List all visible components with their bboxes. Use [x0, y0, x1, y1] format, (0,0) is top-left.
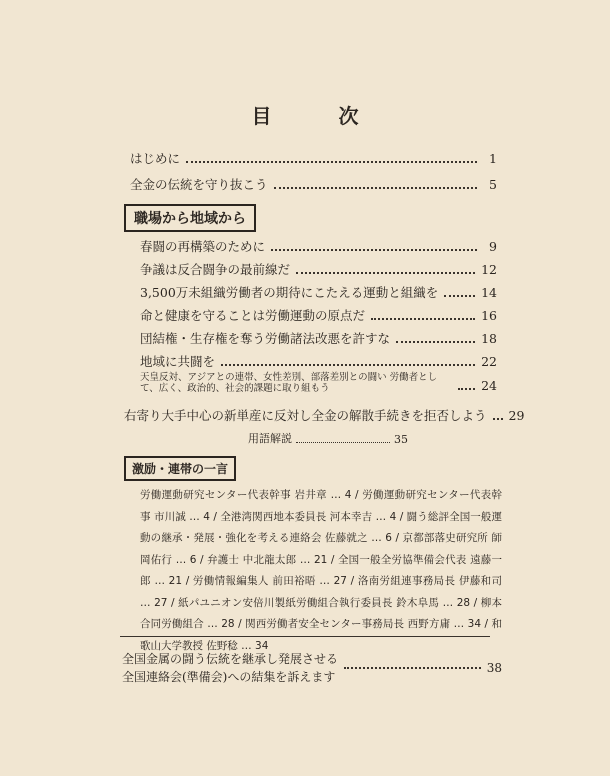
leader-dots: [296, 272, 475, 274]
toc-entry[interactable]: [140, 354, 497, 370]
toc-entry-page: 16: [481, 308, 497, 323]
toc-entry-label: 争議は反合闘争の最前線だ: [140, 262, 291, 277]
leader-dots: [221, 364, 475, 366]
toc-entry-label: 3,500万未組織労働者の期待にこたえる運動と組織を: [140, 285, 439, 300]
toc-entry-label: 団結権・生存権を奪う労働諸法改悪を許すな: [140, 331, 391, 346]
toc-entry-label: 右寄り大手中心の新単産に反対し全金の解散手続きを拒否しよう: [124, 408, 487, 423]
leader-dots: [371, 318, 475, 320]
leader-dots: [186, 161, 477, 163]
leader-dots: [493, 418, 503, 420]
toc-entry-intro[interactable]: [130, 151, 497, 167]
toc-entry-label: 春闘の再構築のために: [140, 239, 266, 254]
toc-entry[interactable]: [140, 372, 497, 394]
toc-entry-page: 14: [481, 285, 497, 300]
toc-entry-glossary[interactable]: [248, 430, 408, 446]
section-heading-support: 激励・連帯の一言: [124, 456, 236, 481]
leader-dots: [274, 187, 477, 189]
toc-entry-page: 22: [481, 354, 497, 369]
toc-entry-page: 9: [489, 239, 497, 254]
toc-entry-label: はじめに: [130, 151, 181, 166]
toc-entry-label: 天皇反対、アジアとの連帯、女性差別、部落差別との闘い 労働者として、広く、政治的、社会的課題に取り組もう: [140, 372, 438, 394]
toc-entry[interactable]: [140, 331, 497, 347]
toc-entry-label: 全金の伝統を守り抜こう: [130, 177, 268, 192]
toc-entry-page: 12: [481, 262, 497, 277]
toc-entry[interactable]: [140, 262, 497, 278]
divider: [120, 636, 490, 637]
final-entry-line2: 全国連絡会(準備会)への結集を訴えます: [122, 670, 336, 684]
toc-entry-tradition[interactable]: [130, 177, 497, 193]
page-title: 目 次: [251, 104, 389, 128]
toc-entry-label: 命と健康を守ることは労働運動の原点だ: [140, 308, 366, 323]
glossary-page: 35: [394, 433, 408, 446]
toc-entry-page: 29: [508, 408, 525, 423]
leader-dots: [396, 341, 475, 343]
toc-entry[interactable]: [140, 239, 497, 255]
glossary-label: 用語解説: [248, 432, 292, 445]
toc-entry-page: 18: [481, 331, 497, 346]
section-heading-workplace: 職場から地域から: [124, 204, 256, 232]
toc-entry-page: 5: [489, 177, 497, 192]
leader-dots: [271, 249, 477, 251]
toc-entry[interactable]: [140, 308, 497, 324]
toc-entry-final[interactable]: [122, 650, 502, 686]
leader-dots: [458, 388, 475, 390]
final-entry-line1: 全国金属の闘う伝統を継承し発展させる: [122, 652, 339, 666]
support-messages-list: 労働運動研究センター代表幹事 岩井章 … 4 / 労働運動研究センター代表幹事 市川誠 … 4 / 全港湾関西地本委員長 河本幸吉 … 4 / 闘う総評全国一般運動の継承・発展・強化を考える連絡会 佐藤就之 … 6 / 京都部落史研究所 師岡佑行 … 6 / 弁護士 中北龍太郎 … 21 / 全国一般全労協準備会代表 遠藤一郎 … 21 / 労働情報編集人 前田裕晤 … 27 / 洛南労組連事務局長 伊藤和司 … 27 / 紙パユニオン安倍川製紙労働組合執行委員長 鈴木阜馬 … 28 / 柳本合同労働組合 … 28 / 関西労働者安全センター事務局長 西野方庸 … 34 / 和歌山大学教授 佐野稔 … 34: [140, 489, 502, 652]
toc-entry-page: 24: [481, 378, 497, 393]
toc-entry-label: 地域に共闘を: [140, 354, 216, 369]
toc-entry-page: 1: [489, 151, 497, 166]
toc-entry[interactable]: [140, 285, 497, 301]
leader-dots: [444, 295, 475, 297]
leader-dots: [344, 667, 481, 669]
toc-entry-page: 38: [486, 661, 502, 675]
leader-dots: [296, 442, 390, 443]
toc-entry-new-union[interactable]: [124, 408, 525, 424]
final-entry-lines: [122, 650, 338, 686]
